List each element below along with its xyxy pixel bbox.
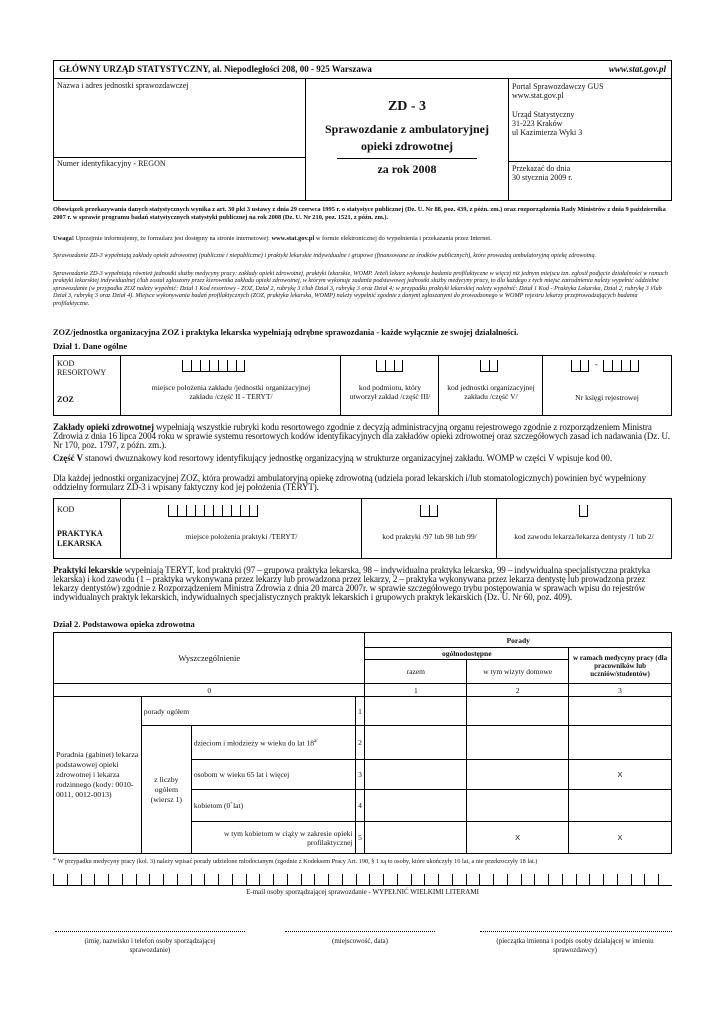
unit-name-field[interactable] (54, 93, 305, 155)
zoz-label-zoz: ZOZ (57, 395, 74, 404)
zoz-heading: ZOZ/jednostka organizacyjna ZOZ i praktyka lekarska wypełniają odrębne sprawozdania - każde wyłącznie ze swojej działalności. (53, 328, 519, 337)
group-label: Poradnia (gabinet) lekarza podstawowej opieki zdrowotnej i lekarza rodzinnego (kody: 0010-0011, 0012-0013) (54, 697, 142, 854)
practice-instructions (53, 566, 672, 602)
form-year: za rok 2008 (377, 162, 437, 176)
cell-r2-c1[interactable] (365, 726, 467, 760)
row-number: 3 (355, 760, 365, 790)
zoz-col3-label: kod jednostki organizacyjnej zakładu /część V/ (447, 383, 535, 401)
mp-header-text: w ramach medycyny pracy (dla pracowników lub uczniów/studentów) (572, 653, 668, 678)
col-num-0: 0 (54, 684, 365, 697)
row-label-sup: a/ (314, 739, 318, 745)
attention-link[interactable]: www.stat.gov.pl (271, 235, 315, 242)
practice-col3-label: kod zawodu lekarza/lekarza dentysty /1 lub 2/ (514, 532, 654, 541)
zoz-col2-label: kod podmiotu, który utworzył zakład /część III/ (349, 383, 431, 401)
cell-r4-c2[interactable] (467, 790, 569, 822)
attention-text: Uprzejmie informujemy, że formularz jest dostępny na stronie internetowej: (75, 235, 270, 242)
agency-name: GŁÓWNY URZĄD STATYSTYCZNY, al. Niepodległości 208, 00 - 925 Warszawa (59, 64, 372, 74)
row-label (191, 790, 355, 822)
attention-label: Uwaga! (53, 235, 74, 242)
row-label-text: kobietom (0 (193, 801, 231, 810)
footnote-mark: a/ (53, 856, 57, 861)
email-char-boxes (53, 872, 672, 886)
row-label: w tym kobietom w ciąży w zakresie opieki profilaktycznej (191, 822, 355, 854)
part5-lead: Część V (53, 453, 83, 463)
zoz-founder-cell[interactable] (341, 356, 439, 415)
home-visits-header: w tym wizyty domowe (467, 660, 569, 684)
cell-r3-c2[interactable] (467, 760, 569, 790)
cell-r2-c3[interactable] (569, 726, 672, 760)
cell-r4-c1[interactable] (365, 790, 467, 822)
signature-label-place: (miejscowość, data) (332, 937, 388, 945)
row-label: porady ogółem (141, 697, 355, 726)
each-unit-instructions: Dla każdej jednostki organizacyjnej ZOZ, która prowadzi ambulatoryjną opiekę zdrowotną (udziela porad lekarskich i/lub stomatologicznych) powinien być wypełniony oddzielny formularz ZD-3 i wpisany faktyczny kod jej położenia (TERYT). (53, 473, 647, 492)
register-dash: - (595, 360, 598, 369)
row-label-text: dzieciom i młodzieży w wieku do lat 18 (193, 738, 314, 748)
agency-bar (53, 60, 672, 79)
signature-line-place[interactable] (285, 931, 435, 932)
col-num-3: 3 (569, 684, 672, 697)
practice-instructions-lead: Praktyki lekarskie (53, 565, 123, 575)
cell-r5-c1[interactable] (365, 822, 467, 854)
row-label (191, 726, 355, 760)
zoz-code-label (54, 356, 121, 415)
row-number: 2 (355, 726, 365, 760)
row-label-end: lat) (233, 801, 244, 810)
office-street: ul Kazimierza Wyki 3 (512, 128, 583, 137)
mp-header (569, 648, 672, 684)
zoz-instructions-text: wypełniają wszystkie rubryki kodu resortowego zgodnie z decyzją administracyjną organu rejestrowego zgodnie z rozporządzeniem Ministra Zdrowia z dnia 16 lipca 2004 roku w sprawie systemu resortowych kodów identyfikacyjnych dla zakładów opieki zdrowotnej oraz szczegółowych zasad ich nadawania (Dz. U. Nr 170, poz. 1797, z późn. zm.). (53, 422, 671, 450)
recipient-column (508, 79, 671, 200)
sub-label: z liczby ogółem (wiersz 1) (141, 726, 191, 854)
zoz-unit-cell[interactable] (439, 356, 543, 415)
cell-r1-c3[interactable] (569, 697, 672, 726)
row-number: 1 (355, 697, 365, 726)
signature-line-representative[interactable] (480, 931, 672, 932)
practice-label-lekarska: LEKARSKA (57, 539, 102, 548)
zoz-col4-label: Nr księgi rejestrowej (575, 393, 639, 402)
portal-name: Portal Sprawozdawczy GUS (512, 82, 604, 91)
form-code: ZD - 3 (387, 99, 427, 114)
attention-note (53, 235, 672, 243)
unit-name-label: Nazwa i adres jednostki sprawozdawczej (57, 81, 189, 90)
cell-r4-c3[interactable] (569, 790, 672, 822)
zoz-instructions-lead: Zakłady opieki zdrowotnej (53, 422, 154, 432)
practice-col2-label: kod praktyki /97 lub 98 lub 99/ (382, 532, 477, 541)
general-header: ogólnodostępne (365, 648, 569, 660)
row-label-sup: + (230, 801, 234, 807)
form-title: Sprawozdanie z ambulatoryjnej opieki zdrowotnej (325, 122, 489, 153)
attention-text-after: w formie elektronicznej do wypełnienia i przekazania przez Internet. (315, 235, 492, 242)
razem-header: razem (365, 660, 467, 684)
zoz-teryt-cell[interactable] (121, 356, 341, 415)
regon-field[interactable] (54, 171, 305, 199)
practice-type-cell[interactable] (362, 499, 497, 558)
cell-r5-c3: X (569, 822, 672, 854)
cell-r1-c1[interactable] (365, 697, 467, 726)
zoz-code-box (53, 355, 672, 416)
practice-code-label (54, 499, 121, 558)
practice-col1-label: miejsce położenia praktyki /TERYT/ (185, 532, 298, 541)
zoz-label-resortowy: RESORTOWY (57, 368, 107, 377)
zoz-col1-label: miejsce położenia zakładu /jednostki organizacyjnej zakładu /część II - TERYT/ (151, 383, 311, 401)
zoz-register-cell[interactable] (543, 356, 671, 415)
legal-note: Obowiązek przekazywania danych statystycznych wynika z art. 30 pkt 3 ustawy z dnia 29 czerwca 1995 r. o statystyce publicznej (Dz. U. Nr 88, poz. 439, z późn. zm.) oraz rozporządzenia Rady Ministrów z dnia 9 października 2007 r. w sprawie programu badań statystycznych statystyki publicznej na rok 2008 (Dz. U. Nr 210, poz. 1521, z późn. zm.). (53, 206, 666, 221)
email-label: E-mail osoby sporządzającej sprawozdanie - WYPEŁNIĆ WIELKIMI LITERAMI (246, 888, 479, 896)
zoz-instructions (53, 423, 672, 450)
office-name: Urząd Statystyczny (512, 110, 575, 119)
unit-column (54, 79, 306, 200)
deadline-date: 30 stycznia 2009 r. (512, 173, 573, 182)
row-number: 5 (355, 822, 365, 854)
signature-label-preparer: (imię, nazwisko i telefon osoby sporządzającej sprawozdanie) (84, 937, 216, 954)
deadline-label: Przekazać do dnia (512, 164, 571, 173)
zoz-label-kod: KOD (57, 359, 75, 368)
cell-r1-c2[interactable] (467, 697, 569, 726)
dzial2-title: Dział 2. Podstawowa opieka zdrowotna (53, 619, 195, 629)
practice-instructions-text: wypełniają TERYT, kod praktyki (97 – grupowa praktyka lekarska, 98 – indywidualna praktyka lekarska, 99 – indywidualna specjalistyczna praktyka lekarska) i kod zawodu (1 – praktyka wykonywana przez lekarzy lub prowadzona przez lekarzy, 2 – praktyka wykonywana przez lekarza dentystę lub prowadzona przez lekarzy dentystów) zgodnie z Rozporządzeniem Ministra Zdrowia z dnia 20 marca 2007r. w sprawie szczegółowego trybu postępowania w sprawach wpisu do rejestrów indywidualnych praktyk lekarskich, indywidualnych specjalistycznych praktyk lekarskich i grupowych praktyk lekarskich (Dz. U. Nr 60, poz. 409). (53, 565, 651, 602)
regon-label: Numer identyfikacyjny - REGON (57, 159, 166, 168)
practice-label-praktyka: PRAKTYKA (57, 529, 103, 538)
col-num-1: 1 (365, 684, 467, 697)
detail-note: Sprawozdanie ZD-3 wypełniają również jednostki służby medycyny pracy: zakłady opieki zdrowotnej, praktyki lekarskie, WOMP. Jeżeli lekarz wykonuje badania profilaktyczne w więcej niż jednym miejscu tzn. zgłosił podjęcie działalności w ramach praktyki lekarskiej indywidualnej i/lub został zgłoszony przez kierownika zakładu opieki zdrowotnej, w którym wykonuje zadania podstawowej jednostki służby medycyny pracy, to dla każdego z tych miejsc zatrudnienia należy wypełnić oddzielne sprawozdanie (w przypadku ZOZ należy wypełnić: Dział 1 Kod resortowy - ZOZ, Dział 2, rubrykę 3 i/lub Dział 3, rubrykę 3 oraz Dział 4; w przypadku praktyki lekarskiej należy wypełnić: Dział 1 Kod - Praktyka Lekarska, Dział 2, rubrykę 3 i/lub Dział 3, rubrykę 3 oraz Dział 4). Miejsce wykonywania badań profilaktycznych (ZOZ, praktyka lekarska, WOMP) należy wypełnić zgodnie z danymi zgłaszanymi do prowadzonego w WOMP rejestru lekarzy przeprowadzających badania profilaktyczne. (53, 270, 668, 307)
porady-header: Porady (365, 633, 672, 648)
dzial2-table (53, 632, 672, 854)
part5-instructions (53, 454, 672, 463)
cell-r3-c3: X (569, 760, 672, 790)
agency-url[interactable]: www.stat.gov.pl (608, 64, 666, 74)
practice-code-box (53, 498, 672, 559)
portal-url[interactable]: www.stat.gov.pl (512, 91, 564, 100)
footnote-text: W przypadku medycyny pracy (kol. 3) należy wpisać porady udzielone młodocianym (zgodnie z Kodeksem Pracy Art. 190, § 1 są to osoby, które ukończyły 16 lat, a nie przekroczyły 18 lat.) (57, 858, 538, 866)
email-field[interactable] (53, 872, 672, 886)
scope-note: Sprawozdanie ZD-3 wypełniają zakłady opieki zdrowotnej (publiczne i niepubliczne) i praktyki lekarskie indywidualne i grupowe (finansowane ze środków publicznych), które prowadzą ambulatoryjną opiekę zdrowotną. (53, 252, 597, 259)
part5-text: stanowi dwuznakowy kod resortowy identyfikujący jednostkę organizacyjną w strukturze organizacyjnej zakładu. WOMP w części V wpisuje kod 00. (85, 453, 612, 463)
form-title-column (306, 79, 508, 200)
spec-header: Wyszczególnienie (54, 633, 365, 684)
col-num-2: 2 (467, 684, 569, 697)
office-city: 31-223 Kraków (512, 119, 563, 128)
cell-r3-c1[interactable] (365, 760, 467, 790)
signature-label-representative: (pieczątka imienna i podpis osoby działającej w imieniu sprawozdawcy) (496, 937, 654, 954)
form-header (53, 78, 672, 201)
dzial1-title: Dział 1. Dane ogólne (53, 341, 128, 351)
practice-profession-cell[interactable] (497, 499, 671, 558)
practice-teryt-cell[interactable] (121, 499, 362, 558)
practice-label-kod: KOD (57, 505, 75, 514)
row-label: osobom w wieku 65 lat i więcej (191, 760, 355, 790)
dzial2-footnote (53, 856, 672, 865)
cell-r2-c2[interactable] (467, 726, 569, 760)
signature-line-preparer[interactable] (55, 931, 245, 932)
row-number: 4 (355, 790, 365, 822)
cell-r5-c2: X (467, 822, 569, 854)
